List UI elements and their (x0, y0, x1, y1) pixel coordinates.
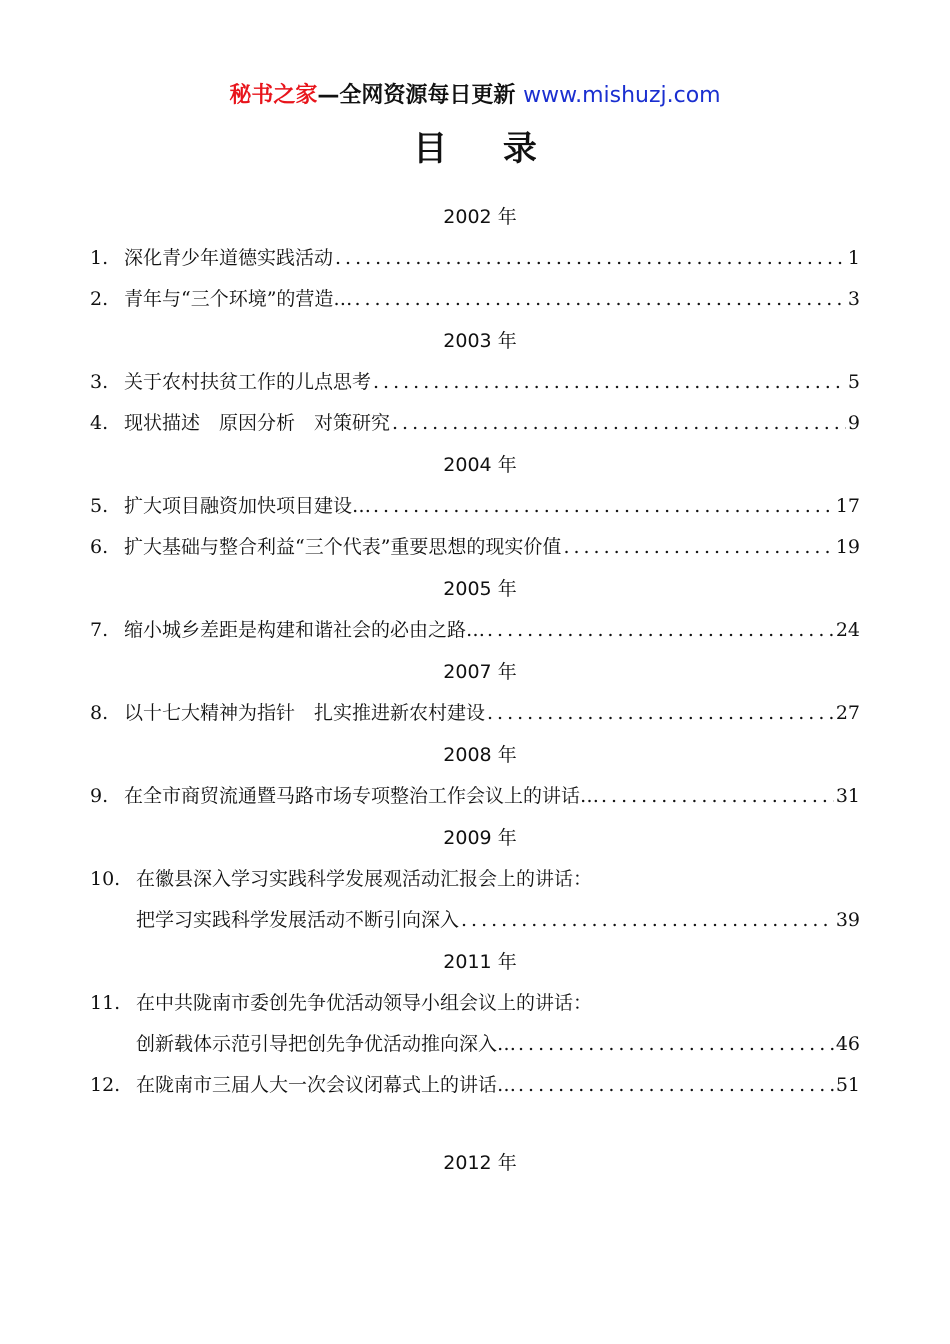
toc-entry-9[interactable] (90, 776, 860, 817)
dot-leader (461, 900, 834, 941)
toc-entry-10-line-2[interactable] (90, 900, 860, 941)
entry-title: 青年与“三个环境”的营造… (124, 288, 353, 310)
entry-title: 扩大基础与整合利益“三个代表”重要思想的现实价值 (124, 536, 562, 558)
dot-leader (373, 486, 834, 527)
entry-title: 关于农村扶贫工作的儿点思考 (124, 371, 372, 393)
toc-entry-7[interactable] (90, 610, 860, 651)
entry-page-number: 3 (847, 288, 860, 310)
toc-entry-5[interactable] (90, 486, 860, 527)
entry-number: 6. (90, 536, 109, 558)
entry-title: 以十七大精神为指针 扎实推进新农村建设 (124, 702, 486, 724)
dot-leader (392, 403, 846, 444)
dot-leader (563, 527, 833, 568)
year-heading-2008: 2008 年 (443, 744, 517, 766)
toc-entry-11-line-1[interactable] (90, 983, 860, 1024)
dot-leader (601, 776, 834, 817)
year-heading-2003: 2003 年 (443, 330, 517, 352)
toc-entry-10-line-1[interactable] (90, 859, 860, 900)
entry-page-number: 51 (835, 1074, 860, 1096)
dot-leader (487, 693, 834, 734)
toc-entry-3[interactable] (90, 362, 860, 403)
year-heading-2004: 2004 年 (443, 454, 517, 476)
dot-leader (518, 1024, 834, 1065)
year-heading-2002: 2002 年 (443, 206, 517, 228)
entry-number: 2. (90, 288, 109, 310)
toc-entry-11-line-2[interactable] (90, 1024, 860, 1065)
year-heading-2011: 2011 年 (443, 951, 517, 973)
entry-title: 扩大项目融资加快项目建设… (124, 495, 372, 517)
entry-number: 4. (90, 412, 109, 434)
page-title: 目 录 (413, 129, 559, 169)
entry-number: 12. (90, 1074, 121, 1096)
dot-leader (487, 610, 834, 651)
entry-page-number: 39 (835, 909, 860, 931)
entry-title-line-1: 在徽县深入学习实践科学发展观活动汇报会上的讲话： (136, 868, 593, 890)
toc-entry-4[interactable] (90, 403, 860, 444)
entry-title: 创新载体示范引导把创先争优活动推向深入… (136, 1033, 517, 1055)
entry-page-number: 46 (835, 1033, 860, 1055)
entry-page-number: 27 (835, 702, 860, 724)
entry-page-number: 17 (835, 495, 860, 517)
year-heading-2009: 2009 年 (443, 827, 517, 849)
dot-leader (335, 238, 846, 279)
entry-page-number: 1 (847, 247, 860, 269)
toc-entry-12[interactable] (90, 1065, 860, 1106)
year-heading-2007: 2007 年 (443, 661, 517, 683)
table-of-contents (90, 196, 860, 1184)
entry-title: 在全市商贸流通暨马路市场专项整治工作会议上的讲话… (124, 785, 600, 807)
dot-leader (373, 362, 846, 403)
entry-title: 现状描述 原因分析 对策研究 (124, 412, 391, 434)
entry-number: 8. (90, 702, 109, 724)
entry-page-number: 31 (835, 785, 860, 807)
entry-number: 3. (90, 371, 109, 393)
entry-title-line-1: 在中共陇南市委创先争优活动领导小组会议上的讲话： (136, 992, 593, 1014)
entry-title: 缩小城乡差距是构建和谐社会的必由之路… (124, 619, 486, 641)
entry-page-number: 19 (835, 536, 860, 558)
entry-number: 7. (90, 619, 109, 641)
year-heading-2005: 2005 年 (443, 578, 517, 600)
toc-entry-6[interactable] (90, 527, 860, 568)
entry-number: 11. (90, 992, 121, 1014)
dot-leader (518, 1065, 834, 1106)
entry-page-number: 9 (847, 412, 860, 434)
entry-title: 在陇南市三届人大一次会议闭幕式上的讲话… (136, 1074, 517, 1096)
site-url-link[interactable]: www.mishuzj.com (523, 83, 721, 108)
toc-entry-2[interactable] (90, 279, 860, 320)
dot-leader (354, 279, 845, 320)
toc-entry-8[interactable] (90, 693, 860, 734)
entry-number: 5. (90, 495, 109, 517)
brand-name: 秘书之家 (229, 83, 318, 108)
entry-page-number: 5 (847, 371, 860, 393)
site-header (0, 80, 950, 112)
entry-number: 1. (90, 247, 109, 269)
entry-page-number: 24 (835, 619, 860, 641)
entry-number: 9. (90, 785, 109, 807)
toc-entry-1[interactable] (90, 238, 860, 279)
header-tagline: —全网资源每日更新 (317, 83, 516, 108)
year-heading-2012: 2012 年 (443, 1152, 517, 1174)
entry-title: 把学习实践科学发展活动不断引向深入 (136, 909, 460, 931)
entry-title: 深化青少年道德实践活动 (124, 247, 334, 269)
entry-number: 10. (90, 868, 121, 890)
